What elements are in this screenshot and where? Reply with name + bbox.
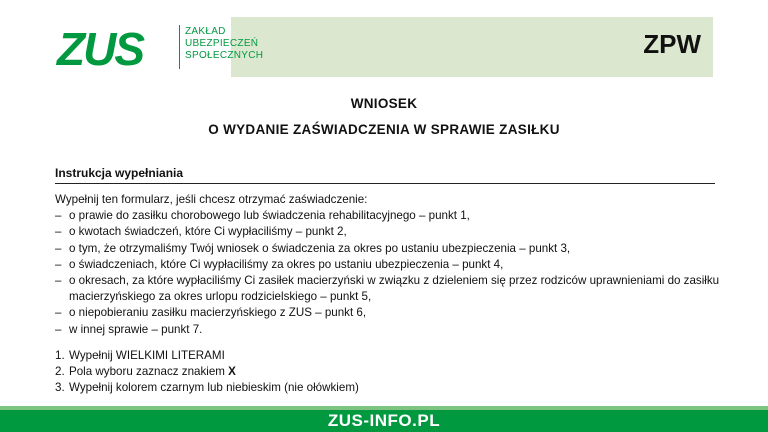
logo-line-1: ZAKŁAD: [185, 26, 226, 37]
logo-caption: [185, 26, 264, 62]
dash-marker: –: [55, 225, 62, 239]
purpose-list-item: [55, 305, 725, 321]
logo-line-2: UBEZPIECZEŃ: [185, 38, 259, 49]
dash-marker: –: [55, 322, 62, 336]
step-number: 1.: [55, 348, 65, 362]
purpose-text: o kwotach świadczeń, które Ci wypłaciliśmy – punkt 2,: [69, 225, 347, 239]
step-number: 3.: [55, 381, 65, 395]
purpose-list-item: [55, 257, 725, 273]
dash-marker: –: [55, 209, 62, 223]
dash-marker: –: [55, 241, 62, 255]
fill-step-item: [55, 364, 725, 380]
dash-marker: –: [55, 306, 62, 320]
step-mark-symbol: X: [228, 365, 236, 379]
logo-divider: [179, 25, 180, 69]
purpose-text: w innej sprawie – punkt 7.: [69, 322, 203, 336]
purpose-text: o okresach, za które wypłaciliśmy Ci zasiłek macierzyński w związku z dzieleniem się przez rodziców uprawnieniami do zasiłku macierzyńskiego za okres urlopu rodzicielskiego – punkt 5,: [69, 274, 720, 304]
document-title: WNIOSEK: [350, 96, 418, 111]
footer-site-name: ZUS-INFO.PL: [327, 411, 441, 430]
dash-marker: –: [55, 274, 62, 288]
purpose-text: o prawie do zasiłku chorobowego lub świadczenia rehabilitacyjnego – punkt 1,: [69, 209, 470, 223]
form-header: [55, 17, 713, 77]
purpose-list-item: [55, 241, 725, 257]
instructions-body: [55, 192, 725, 396]
document-subtitle: O WYDANIE ZAŚWIADCZENIA W SPRAWIE ZASIŁKU: [208, 122, 560, 137]
purpose-list-item: [55, 208, 725, 224]
purpose-text: o świadczeniach, które Ci wypłaciliśmy za okres po ustaniu ubezpieczenia – punkt 4,: [69, 257, 504, 271]
fill-step-item: [55, 348, 725, 364]
footer-banner: [0, 406, 768, 432]
purpose-list-item: [55, 273, 725, 305]
instructions-intro: Wypełnij ten formularz, jeśli chcesz otrzymać zaświadczenie:: [55, 193, 368, 206]
fill-steps-list: [55, 348, 725, 397]
zus-logo: [55, 19, 175, 75]
purpose-list-item: [55, 224, 725, 240]
dash-marker: –: [55, 257, 62, 271]
step-text: Wypełnij kolorem czarnym lub niebieskim (nie ołówkiem): [69, 381, 359, 395]
logo-line-3: SPOŁECZNYCH: [185, 50, 264, 61]
purpose-text: o tym, że otrzymaliśmy Twój wniosek o świadczenia za okres po ustaniu ubezpieczenia – punkt 3,: [69, 241, 571, 255]
form-code: ZPW: [643, 29, 701, 59]
step-number: 2.: [55, 365, 65, 379]
purpose-list-item: [55, 322, 725, 338]
purpose-list: [55, 208, 725, 338]
step-text: Wypełnij WIELKIMI LITERAMI: [69, 348, 225, 362]
purpose-text: o niepobieraniu zasiłku macierzyńskiego z ZUS – punkt 6,: [69, 306, 367, 320]
svg-text:ZUS: ZUS: [57, 23, 143, 75]
logo-area: [55, 17, 264, 77]
instructions-heading: Instrukcja wypełniania: [55, 166, 715, 184]
fill-step-item: [55, 380, 725, 396]
step-text: Pola wyboru zaznacz znakiem: [69, 365, 229, 379]
